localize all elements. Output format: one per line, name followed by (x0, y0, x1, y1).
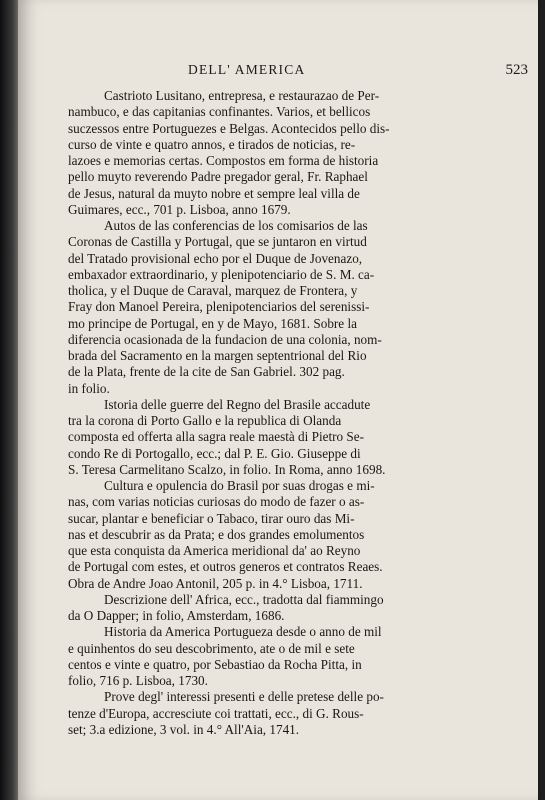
text-line: Historia da America Portugueza desde o anno de mil (104, 624, 382, 640)
text-line: Prove degl' interessi presenti e delle pretese delle po- (104, 689, 384, 705)
text-line: tholica, y el Duque de Caraval, marquez de Frontera, y (68, 283, 358, 298)
text-line: nambuco, e das capitanias confinantes. Varios, et bellicos (68, 104, 371, 120)
text-line: embaxador extraordinario, y plenipotenciario de S. M. ca- (68, 266, 375, 282)
bibliography-entry (68, 218, 532, 397)
text-line: Istoria delle guerre del Regno del Brasile accadute (104, 396, 371, 412)
text-line: del Tratado provisional echo por el Duque de Jovenazo, (68, 250, 363, 266)
text-line: in folio. (68, 380, 110, 396)
text-line: nas et descubrir as da Prata; e dos grandes emolumentos (68, 526, 365, 542)
text-line: Cultura e opulencia do Brasil por suas drogas e mi- (104, 478, 375, 493)
page-number: 523 (505, 62, 528, 78)
text-line: sucar, plantar e beneficiar o Tabaco, tirar ouro das Mi- (68, 510, 355, 526)
text-line: S. Teresa Carmelitano Scalzo, in folio. In Roma, anno 1698. (68, 461, 386, 477)
text-line: suczessos entre Portuguezes e Belgas. Acontecidos pello dis- (68, 120, 390, 136)
bibliography-entry (68, 478, 532, 592)
text-line: centos e vinte e quatro, por Sebastiao da Rocha Pitta, in (68, 656, 362, 672)
text-line: de la Plata, frente de la cite de San Gabriel. 302 pag. (68, 364, 345, 380)
text-line: Autos de las conferencias de los comisarios de las (104, 218, 368, 233)
page-header (68, 62, 528, 82)
bibliography-entry (68, 88, 532, 218)
text-line: e quinhentos do seu descobrimento, ate o de mil e sete (68, 640, 355, 656)
text-line: Coronas de Castilla y Portugal, que se juntaron en virtud (68, 234, 367, 250)
text-line: de Portugal com estes, et outros generos et contratos Reaes. (68, 559, 383, 575)
text-line: Obra de Andre Joao Antonil, 205 p. in 4.° Lisboa, 1711. (68, 575, 363, 591)
text-line: Descrizione dell' Africa, ecc., tradotta dal fiammingo (104, 591, 384, 607)
book-page (18, 0, 538, 800)
text-line: tra la corona di Porto Gallo e la republica di Olanda (68, 413, 342, 428)
text-line: lazoes e memorias certas. Compostos em forma de historia (68, 153, 379, 168)
text-line: Fray don Manoel Pereira, plenipotenciarios del serenissi- (68, 299, 370, 315)
text-line: set; 3.a edizione, 3 vol. in 4.° All'Aia, 1741. (68, 721, 300, 737)
running-title: DELL' AMERICA (188, 62, 306, 77)
bibliography-entry (68, 689, 532, 738)
text-line: diferencia ocasionada de la fundacion de una colonia, nom- (68, 331, 382, 347)
text-line: nas, com varias noticias curiosas do modo de fazer o as- (68, 494, 365, 510)
bibliography-text (68, 88, 532, 738)
text-line: pello muyto reverendo Padre pregador geral, Fr. Raphael (68, 169, 368, 185)
text-line: da O Dapper; in folio, Amsterdam, 1686. (68, 608, 285, 623)
text-line: Guimares, ecc., 701 p. Lisboa, anno 1679. (68, 201, 291, 217)
text-line: composta ed offerta alla sagra reale maestà di Pietro Se- (68, 429, 364, 445)
text-line: Castrioto Lusitano, entrepresa, e restaurazao de Per- (104, 88, 380, 103)
text-line: folio, 716 p. Lisboa, 1730. (68, 673, 208, 688)
text-line: brada del Sacramento en la margen septentrional del Rio (68, 348, 367, 363)
text-line: de Jesus, natural da muyto nobre et sempre leal villa de (68, 185, 360, 201)
bibliography-entry (68, 592, 532, 625)
text-line: curso de vinte e quatro annos, e tirados de noticias, re- (68, 136, 356, 152)
book-gutter (0, 0, 18, 800)
text-line: que esta conquista da America meridional da' ao Reyno (68, 543, 361, 558)
text-line: tenze d'Europa, accresciute coi trattati, ecc., di G. Rous- (68, 705, 364, 721)
text-line: mo principe de Portugal, en y de Mayo, 1681. Sobre la (68, 315, 357, 331)
text-line: condo Re di Portogallo, ecc.; dal P. E. Gio. Giuseppe di (68, 445, 361, 461)
bibliography-entry (68, 397, 532, 478)
bibliography-entry (68, 624, 532, 689)
